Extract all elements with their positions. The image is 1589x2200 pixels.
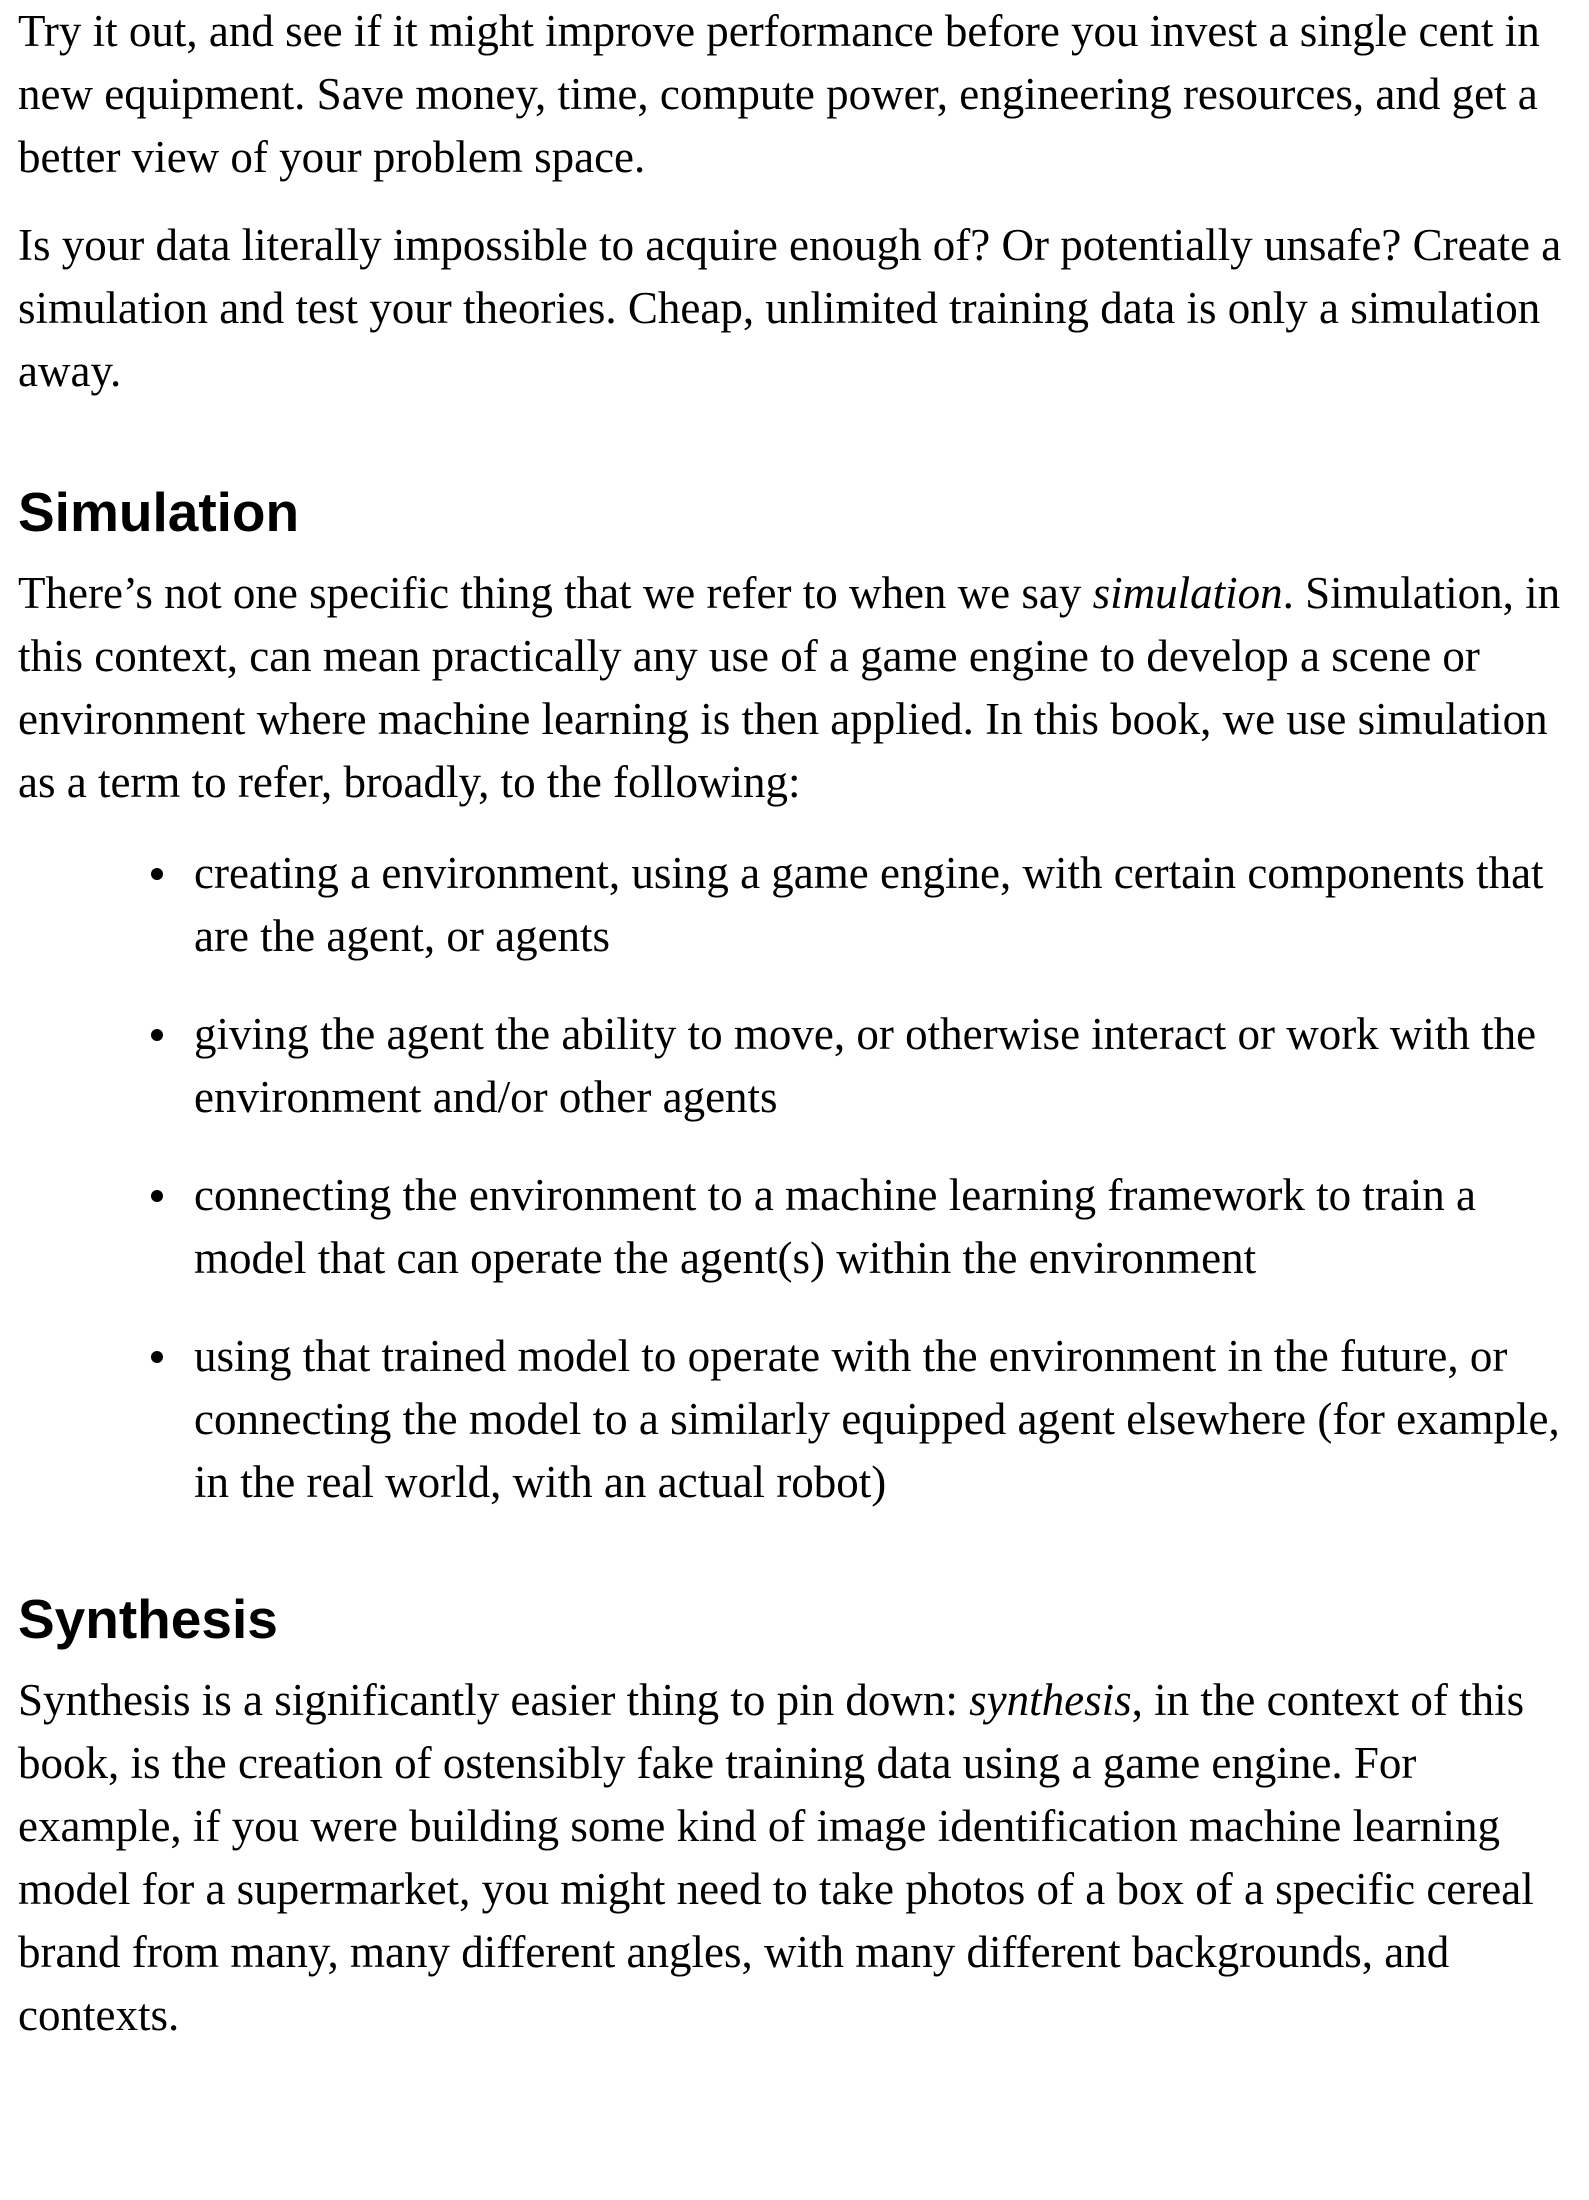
intro-paragraph-1: Try it out, and see if it might improve performance before you invest a single cent in new equipment. Save money, time, compute power, engineering resources, and get a better view of your problem space. <box>18 6 1540 182</box>
synthesis-paragraph-text-start: Synthesis is a significantly easier thing to pin down: <box>18 1675 970 1725</box>
list-item <box>194 1003 1578 1129</box>
simulation-paragraph <box>18 562 1578 814</box>
list-item-text: using that trained model to operate with the environment in the future, or connecting the model to a similarly equipped agent elsewhere (for example, in the real world, with an actual robot) <box>194 1331 1560 1507</box>
list-item <box>194 1164 1578 1290</box>
intro-paragraph-2: Is your data literally impossible to acquire enough of? Or potentially unsafe? Create a simulation and test your theories. Cheap, unlimited training data is only a simulation away. <box>18 220 1562 396</box>
simulation-bullet-list <box>18 842 1578 1514</box>
simulation-heading: Simulation <box>18 481 300 543</box>
bullet-icon <box>151 1351 163 1363</box>
synthesis-emphasis: synthesis <box>969 1675 1132 1725</box>
list-item <box>194 1325 1578 1514</box>
synthesis-paragraph-text-end: , in the context of this book, is the creation of ostensibly fake training data using a game engine. For example, if you were building some kind of image identification machine learning model for a supermarket, you might need to take photos of a box of a specific cereal brand from many, many different angles, with many different backgrounds, and contexts. <box>18 1675 1534 2040</box>
list-item-text: giving the agent the ability to move, or otherwise interact or work with the environment and/or other agents <box>194 1009 1537 1122</box>
bullet-icon <box>151 1029 163 1041</box>
list-item-text: creating a environment, using a game engine, with certain components that are the agent, or agents <box>194 848 1544 961</box>
simulation-paragraph-text-start: There’s not one specific thing that we refer to when we say <box>18 568 1093 618</box>
simulation-emphasis: simulation <box>1092 568 1283 618</box>
document-page <box>18 0 1578 2047</box>
bullet-icon <box>151 1190 163 1202</box>
list-item-text: connecting the environment to a machine learning framework to train a model that can operate the agent(s) within the environment <box>194 1170 1477 1283</box>
simulation-paragraph-text-end: . Simulation, in this context, can mean practically any use of a game engine to develop a scene or environment where machine learning is then applied. In this book, we use simulation as a term to refer, broadly, to the following: <box>18 568 1561 807</box>
list-item <box>194 842 1578 968</box>
bullet-icon <box>151 868 163 880</box>
synthesis-heading: Synthesis <box>18 1588 278 1650</box>
synthesis-paragraph <box>18 1669 1578 2047</box>
